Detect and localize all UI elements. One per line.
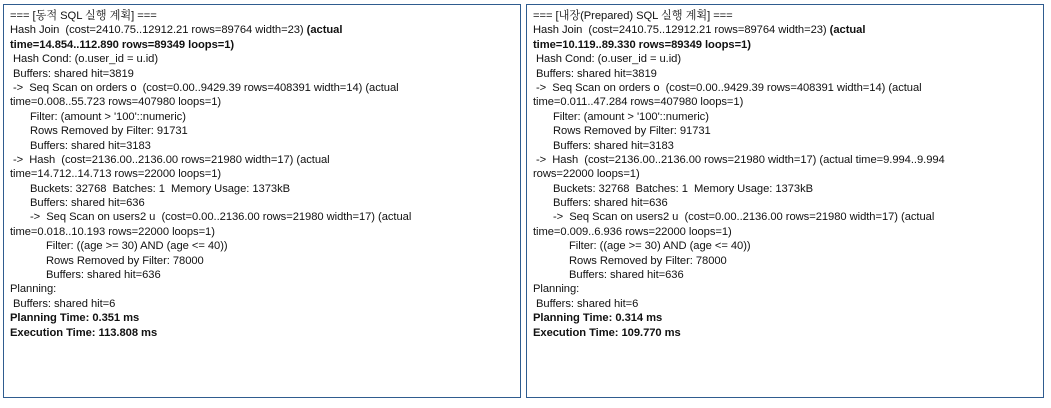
plan-line-text: Filter: (amount > '100'::numeric) <box>553 110 709 123</box>
plan-line <box>10 297 514 311</box>
plan-line-text: Rows Removed by Filter: 78000 <box>569 254 727 267</box>
plan-line-text: Rows Removed by Filter: 91731 <box>30 125 188 138</box>
plan-line-text: Hash Cond: (o.user_id = u.id) <box>13 53 158 66</box>
plan-line <box>533 139 1037 153</box>
plan-line <box>10 326 514 340</box>
plan-line <box>533 124 1037 138</box>
plan-line <box>533 81 1037 95</box>
plan-line-text: Buckets: 32768 Batches: 1 Memory Usage: 1373kB <box>553 182 814 195</box>
plan-line <box>533 153 1037 167</box>
plan-line-text: Buffers: shared hit=3183 <box>30 139 151 152</box>
plan-line <box>533 67 1037 81</box>
plan-line-text: rows=22000 loops=1) <box>533 168 640 181</box>
plan-line <box>533 239 1037 253</box>
plan-line <box>533 210 1037 224</box>
plan-line <box>533 182 1037 196</box>
plan-line <box>533 297 1037 311</box>
plan-line-text: Execution Time: 113.808 ms <box>10 326 158 339</box>
plan-line <box>10 268 514 282</box>
plan-line <box>533 95 1037 109</box>
plan-line <box>10 38 514 52</box>
plan-line-text: Rows Removed by Filter: 78000 <box>46 254 204 267</box>
plan-line-text: Buffers: shared hit=636 <box>30 197 145 210</box>
plan-line-text: Execution Time: 109.770 ms <box>533 326 681 339</box>
plan-line <box>10 139 514 153</box>
plan-line <box>533 225 1037 239</box>
plan-line-text: Buffers: shared hit=636 <box>553 197 668 210</box>
plan-line <box>10 282 514 296</box>
plan-line-text: Buckets: 32768 Batches: 1 Memory Usage: 1373kB <box>30 182 291 195</box>
plan-line <box>10 110 514 124</box>
plan-line-text: -> Seq Scan on users2 u (cost=0.00..2136.00 rows=21980 width=17) (actual <box>30 211 412 224</box>
plan-line <box>533 326 1037 340</box>
plan-line <box>10 196 514 210</box>
plan-line-text: Buffers: shared hit=636 <box>569 269 684 282</box>
plan-line <box>10 254 514 268</box>
plan-line <box>533 254 1037 268</box>
plan-line <box>10 239 514 253</box>
plan-line-text: Hash Cond: (o.user_id = u.id) <box>536 53 681 66</box>
plan-line-text: Buffers: shared hit=3819 <box>13 67 134 80</box>
plan-line <box>10 23 514 37</box>
plan-line-text: Filter: ((age >= 30) AND (age <= 40)) <box>46 240 228 253</box>
plan-line-text: time=0.008..55.723 rows=407980 loops=1) <box>10 96 222 109</box>
plan-line <box>533 38 1037 52</box>
plan-line-text: Buffers: shared hit=636 <box>46 269 161 282</box>
plan-line <box>10 182 514 196</box>
plan-line-text: Planning Time: 0.351 ms <box>10 312 140 325</box>
plan-line <box>533 196 1037 210</box>
plan-line-text: -> Seq Scan on orders o (cost=0.00..9429.39 rows=408391 width=14) (actual <box>536 81 922 94</box>
plan-line <box>533 110 1037 124</box>
prepared-sql-plan-panel <box>526 4 1044 398</box>
plan-line-bold-tail: (actual <box>829 24 866 37</box>
plan-line-text: Filter: (amount > '100'::numeric) <box>30 110 186 123</box>
plan-line-text: Rows Removed by Filter: 91731 <box>553 125 711 138</box>
plan-line <box>10 124 514 138</box>
plan-line <box>10 311 514 325</box>
plan-line-text: Buffers: shared hit=6 <box>536 297 639 310</box>
plan-line <box>10 210 514 224</box>
plan-line-text: -> Seq Scan on users2 u (cost=0.00..2136.00 rows=21980 width=17) (actual <box>553 211 935 224</box>
plan-line-text: -> Hash (cost=2136.00..2136.00 rows=21980 width=17) (actual <box>13 153 330 166</box>
plan-line-text: === [동적 SQL 실행 계획] === <box>10 10 157 22</box>
plan-line-text: Buffers: shared hit=3183 <box>553 139 674 152</box>
plan-line-text: time=14.712..14.713 rows=22000 loops=1) <box>10 168 222 181</box>
plan-line <box>10 9 514 23</box>
plan-line-text: Buffers: shared hit=3819 <box>536 67 657 80</box>
plan-line-text: Planning Time: 0.314 ms <box>533 312 663 325</box>
plan-line <box>10 225 514 239</box>
plan-line-text: time=0.018..10.193 rows=22000 loops=1) <box>10 225 215 238</box>
plan-line-bold-tail: (actual <box>306 24 343 37</box>
plan-line-text: time=14.854..112.890 rows=89349 loops=1) <box>10 38 235 51</box>
plan-line <box>533 311 1037 325</box>
plan-line <box>533 52 1037 66</box>
plan-line-text: Filter: ((age >= 30) AND (age <= 40)) <box>569 240 751 253</box>
plan-line <box>533 282 1037 296</box>
plan-line <box>10 167 514 181</box>
plan-line-text: Planning: <box>533 283 580 296</box>
plan-line-text: -> Hash (cost=2136.00..2136.00 rows=21980 width=17) (actual time=9.994..9.994 <box>536 153 945 166</box>
plan-line <box>533 9 1037 23</box>
plan-line <box>10 95 514 109</box>
plan-line-text: time=10.119..89.330 rows=89349 loops=1) <box>533 38 751 51</box>
plan-line <box>533 167 1037 181</box>
plan-line-text: Hash Join (cost=2410.75..12912.21 rows=89764 width=23) <box>533 24 830 37</box>
plan-line-text: Hash Join (cost=2410.75..12912.21 rows=89764 width=23) <box>10 24 307 37</box>
plan-line-text: -> Seq Scan on orders o (cost=0.00..9429.39 rows=408391 width=14) (actual <box>13 81 399 94</box>
plan-line <box>533 268 1037 282</box>
plan-line <box>10 52 514 66</box>
plan-line-text: time=0.011..47.284 rows=407980 loops=1) <box>533 96 744 109</box>
plan-line-text: === [내장(Prepared) SQL 실행 계획] === <box>533 10 733 22</box>
plan-line <box>10 81 514 95</box>
plan-line-text: Planning: <box>10 283 57 296</box>
plan-line <box>10 153 514 167</box>
plan-line-text: Buffers: shared hit=6 <box>13 297 116 310</box>
plan-line-text: time=0.009..6.936 rows=22000 loops=1) <box>533 225 732 238</box>
plan-line <box>533 23 1037 37</box>
plan-line <box>10 67 514 81</box>
dynamic-sql-plan-panel <box>3 4 521 398</box>
